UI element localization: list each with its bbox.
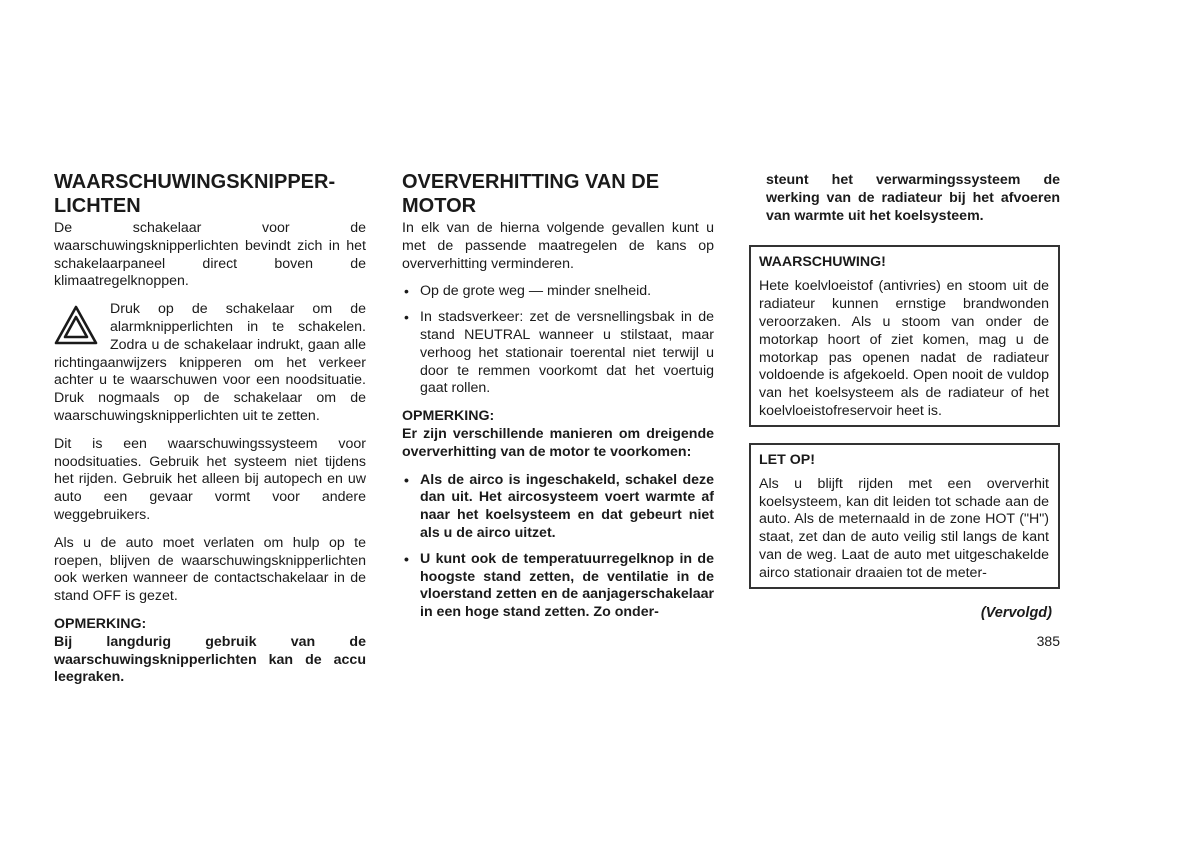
continued-label: (Vervolgd) bbox=[980, 604, 1052, 621]
overheating-tips-list bbox=[402, 283, 714, 398]
prevention-list bbox=[402, 472, 714, 622]
bullet-icon: • bbox=[404, 550, 409, 567]
hazard-instructions bbox=[54, 301, 366, 436]
caution-title: LET OP! bbox=[759, 451, 815, 468]
hazard-activation-paragraph: Druk op de schakelaar om de alarmknipperlichten in te schakelen. Zodra u de schakelaar indrukt, gaan alle richtingaanwijzers knipperen om het verkeer achter u te waarschuwen voor een noodsituatie. Druk nogmaals op de schakelaar om de waarschuwingsknipperlichten uit te zetten. bbox=[54, 301, 366, 424]
note-label: OPMERKING: bbox=[54, 615, 147, 632]
section-heading-hazard-lights bbox=[54, 170, 366, 218]
section-heading-overheating bbox=[402, 170, 714, 218]
hazard-usage-paragraph: Dit is een waarschuwingssysteem voor noodsituaties. Gebruik het systeem niet tijdens het rijden. Gebruik het alleen bij autopech en uw auto een gevaar vormt voor andere weggebruikers. bbox=[54, 435, 366, 523]
note-label: OPMERKING: bbox=[402, 408, 495, 425]
list-item: • In stadsverkeer: zet de versnellingsbak in de stand NEUTRAL wanneer u stilstaat, maar verhoog het stationair toerental niet terwijl u door te remmen voorkomt dat het voertuig gaat rollen. bbox=[404, 309, 714, 397]
column-continuation bbox=[749, 172, 1060, 649]
continuation-text: steunt het verwarmingssysteem de werking van de radiateur bij het afvoeren van warmte uit het koelsysteem. bbox=[766, 172, 1060, 224]
warning-box bbox=[749, 245, 1060, 426]
bullet-icon: • bbox=[404, 309, 409, 326]
hazard-intro-paragraph: De schakelaar voor de waarschuwingsknipperlichten bevindt zich in het schakelaarpaneel direct boven de klimaatregelknoppen. bbox=[54, 220, 366, 290]
caution-text: Als u blijft rijden met een oververhit koelsysteem, kan dit leiden tot schade aan de auto. Als de meternaald in de zone HOT ("H") staat, zet dan de auto veilig stil langs de kant van de weg. Laat de auto met uitgeschakelde airco stationair draaien tot de meter- bbox=[759, 475, 1049, 581]
note-text: Er zijn verschillende manieren om dreigende oververhitting van de motor te voorkomen: bbox=[402, 425, 714, 460]
list-item: • Als de airco is ingeschakeld, schakel deze dan uit. Het aircosysteem voert warmte af naar het koelsysteem en dat gebeurt niet als u de airco uitzet. bbox=[404, 471, 714, 541]
heading-line-2: MOTOR bbox=[402, 195, 477, 217]
list-item: • U kunt ook de temperatuurregelknop in de hoogste stand zetten, de ventilatie in de vloerstand zetten en de aanjagerschakelaar in een hoge stand zetten. Zo onder- bbox=[404, 550, 714, 621]
hazard-ignition-paragraph: Als u de auto moet verlaten om hulp op te roepen, blijven de waarschuwingsknipperlichten ook werken wanneer de contactschakelaar in de stand OFF is gezet. bbox=[54, 534, 366, 605]
column-engine-overheating bbox=[402, 170, 714, 632]
caution-box bbox=[749, 443, 1060, 589]
list-item: • Op de grote weg — minder snelheid. bbox=[404, 283, 652, 300]
column-hazard-lights bbox=[54, 170, 366, 697]
heading-line-2: LICHTEN bbox=[54, 195, 141, 217]
bullet-icon: • bbox=[404, 471, 409, 488]
warning-text: Hete koelvloeistof (antivries) en stoom uit de radiateur kunnen ernstige brandwonden veroorzaken. Als u stoom van onder de motorkap hoort of ziet komen, mag u de motorkap pas openen nadat de radiateur voldoende is afgekoeld. Open nooit de vuldop van het koelsysteem als de radiateur of het koelvloeistofreservoir heet is. bbox=[759, 278, 1049, 419]
note-text: Bij langdurig gebruik van de waarschuwingsknipperlichten kan de accu leegraken. bbox=[54, 633, 366, 686]
overheating-intro-paragraph: In elk van de hierna volgende gevallen kunt u met de passende maatregelen de kans op oververhitting verminderen. bbox=[402, 220, 714, 272]
heading-line-1: OVERVERHITTING VAN DE bbox=[402, 171, 660, 193]
page-number: 385 bbox=[1036, 632, 1060, 649]
warning-title: WAARSCHUWING! bbox=[759, 254, 886, 271]
hazard-warning-triangle-icon bbox=[54, 305, 98, 345]
heading-line-1: WAARSCHUWINGSKNIPPER- bbox=[54, 171, 336, 193]
bullet-icon: • bbox=[404, 283, 409, 300]
